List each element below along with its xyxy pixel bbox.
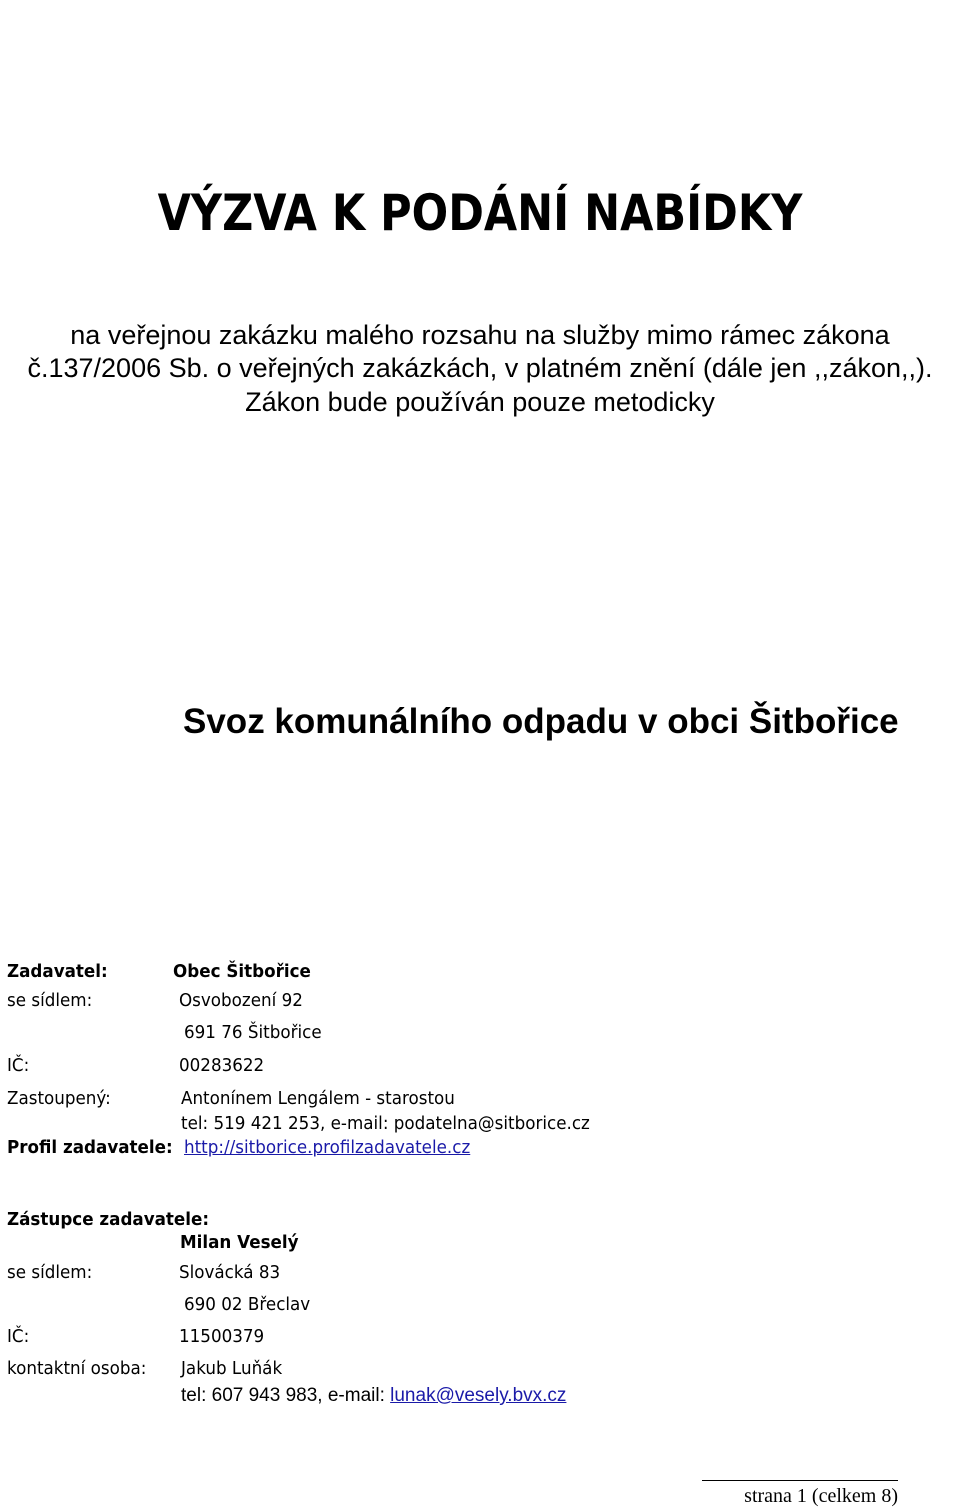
contact-person: Jakub Luňák xyxy=(181,1358,283,1379)
zadavatel-contact: tel: 519 421 253, e-mail: podatelna@sitborice.cz xyxy=(181,1113,590,1134)
profile-link[interactable]: http://sitborice.profilzadavatele.cz xyxy=(184,1137,471,1158)
page-number: strana 1 (celkem 8) xyxy=(744,1485,898,1507)
footer-divider xyxy=(702,1480,898,1481)
zastupce-ic-label: IČ: xyxy=(7,1326,30,1347)
zadavatel-label: Zadavatel: xyxy=(7,961,108,982)
zadavatel-ic: 00283622 xyxy=(179,1055,265,1076)
contact-phone-email xyxy=(181,1385,566,1407)
zadavatel-city: 691 76 Šitbořice xyxy=(184,1022,322,1043)
zadavatel-represented-label: Zastoupený: xyxy=(7,1088,111,1109)
zastupce-seat-label: se sídlem: xyxy=(7,1262,93,1283)
zastupce-name: Milan Veselý xyxy=(180,1232,299,1253)
contact-email-link[interactable]: lunak@vesely.bvx.cz xyxy=(390,1385,567,1406)
zadavatel-seat-label: se sídlem: xyxy=(7,990,93,1011)
document-title: VÝZVA K PODÁNÍ NABÍDKY xyxy=(157,184,803,242)
subtitle-line-1: na veřejnou zakázku malého rozsahu na služby mimo rámec zákona xyxy=(70,320,890,350)
zadavatel-ic-label: IČ: xyxy=(7,1055,30,1076)
contact-phone-prefix: tel: 607 943 983, e-mail: xyxy=(181,1385,391,1406)
contact-person-label: kontaktní osoba: xyxy=(7,1358,147,1379)
zadavatel-name: Obec Šitbořice xyxy=(173,961,311,982)
zastupce-street: Slovácká 83 xyxy=(179,1262,281,1283)
project-name: Svoz komunálního odpadu v obci Šitbořice xyxy=(183,702,899,741)
zadavatel-represented-by: Antonínem Lengálem - starostou xyxy=(181,1088,455,1109)
profile-label: Profil zadavatele: xyxy=(7,1137,173,1158)
zadavatel-street: Osvobození 92 xyxy=(179,990,303,1011)
zastupce-city: 690 02 Břeclav xyxy=(184,1294,311,1315)
zastupce-label: Zástupce zadavatele: xyxy=(7,1209,210,1230)
subtitle-line-2: č.137/2006 Sb. o veřejných zakázkách, v platném znění (dále jen ,,zákon,,). xyxy=(27,353,933,383)
subtitle-line-3: Zákon bude používán pouze metodicky xyxy=(245,387,715,417)
zastupce-ic: 11500379 xyxy=(179,1326,265,1347)
